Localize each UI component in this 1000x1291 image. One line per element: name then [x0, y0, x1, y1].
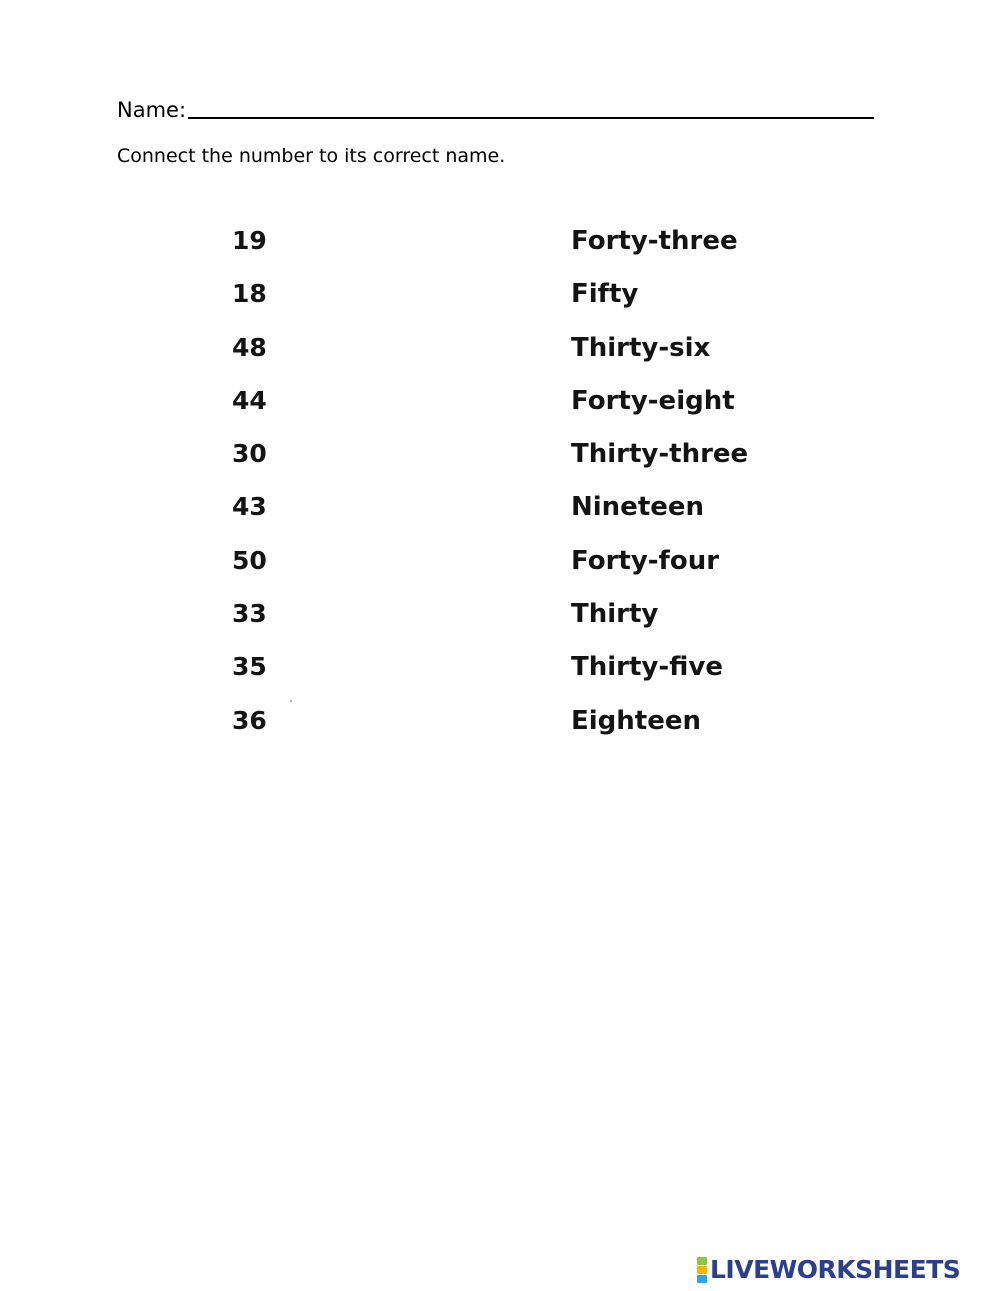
- number-item[interactable]: 36: [232, 705, 267, 735]
- number-name-item[interactable]: Thirty-six: [571, 332, 711, 363]
- logo-mark-block: [697, 1257, 707, 1265]
- number-item[interactable]: 30: [232, 439, 267, 469]
- numbers-column: [232, 222, 312, 755]
- number-item[interactable]: 35: [232, 652, 267, 682]
- liveworksheets-logo: [697, 1254, 960, 1286]
- logo-mark-icon: [697, 1257, 707, 1283]
- scan-speck: [290, 700, 292, 702]
- number-item[interactable]: 43: [232, 492, 267, 522]
- number-name-item[interactable]: Nineteen: [571, 492, 705, 523]
- logo-mark-block: [697, 1275, 707, 1283]
- number-name-item[interactable]: Eighteen: [571, 705, 701, 736]
- number-name-item[interactable]: Thirty-five: [571, 652, 724, 683]
- number-item[interactable]: 50: [232, 545, 267, 575]
- number-item[interactable]: 44: [232, 385, 267, 415]
- number-item[interactable]: 18: [232, 279, 267, 309]
- logo-text: LIVEWORKSHEETS: [710, 1255, 961, 1284]
- number-item[interactable]: 19: [232, 226, 267, 255]
- name-blank-line[interactable]: [188, 117, 874, 119]
- number-item[interactable]: 33: [232, 599, 267, 629]
- number-name-item[interactable]: Forty-three: [571, 226, 738, 256]
- name-field-row: [117, 92, 877, 124]
- name-label: Name:: [117, 98, 187, 122]
- number-name-item[interactable]: Thirty: [571, 599, 659, 630]
- number-item[interactable]: 48: [232, 332, 267, 362]
- instructions: Connect the number to its correct name.: [117, 145, 506, 167]
- number-name-item[interactable]: Forty-four: [571, 545, 720, 576]
- number-name-item[interactable]: Forty-eight: [571, 385, 735, 416]
- number-name-item[interactable]: Fifty: [571, 279, 639, 310]
- logo-mark-block: [697, 1266, 707, 1274]
- number-name-item[interactable]: Thirty-three: [571, 439, 749, 470]
- number-names-column: [571, 222, 831, 755]
